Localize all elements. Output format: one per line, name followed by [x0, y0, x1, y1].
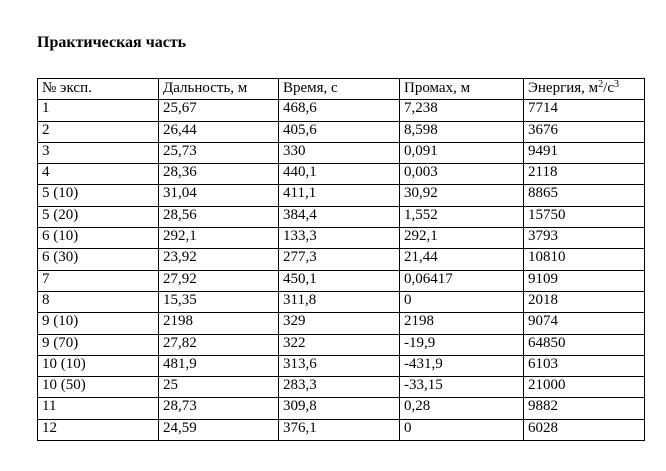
cell-energy: 6028: [524, 419, 645, 440]
cell-miss: 1,552: [400, 206, 524, 227]
table-row: [38, 100, 645, 121]
cell-time: 309,8: [279, 398, 400, 419]
results-table-body: [38, 79, 645, 441]
cell-energy: 9882: [524, 398, 645, 419]
cell-miss: 8,598: [400, 121, 524, 142]
table-row: [38, 291, 645, 312]
section-title: Практическая часть: [37, 34, 187, 51]
cell-experiment: 5 (20): [38, 206, 159, 227]
cell-distance: 27,92: [159, 270, 279, 291]
header-energy-sup1: 2: [598, 79, 604, 90]
table-header-row: [38, 79, 645, 100]
cell-experiment: 6 (30): [38, 249, 159, 270]
table-row: [38, 398, 645, 419]
table-row: [38, 419, 645, 440]
header-energy-mid: /с: [603, 80, 614, 96]
table-row: [38, 334, 645, 355]
cell-time: 311,8: [279, 291, 400, 312]
header-energy: [524, 79, 645, 100]
table-row: [38, 270, 645, 291]
table-row: [38, 377, 645, 398]
cell-miss: 0: [400, 419, 524, 440]
cell-energy: 8865: [524, 185, 645, 206]
header-energy-prefix: Энергия, м: [528, 80, 599, 96]
cell-energy: 3676: [524, 121, 645, 142]
cell-experiment: 5 (10): [38, 185, 159, 206]
cell-experiment: 2: [38, 121, 159, 142]
cell-energy: 7714: [524, 100, 645, 121]
cell-time: 468,6: [279, 100, 400, 121]
cell-experiment: 12: [38, 419, 159, 440]
cell-experiment: 9 (10): [38, 313, 159, 334]
cell-energy: 9074: [524, 313, 645, 334]
cell-distance: 24,59: [159, 419, 279, 440]
cell-time: 313,6: [279, 355, 400, 376]
cell-energy: 9109: [524, 270, 645, 291]
cell-miss: -19,9: [400, 334, 524, 355]
results-table: [37, 78, 645, 441]
cell-miss: 2198: [400, 313, 524, 334]
header-miss: Промах, м: [400, 79, 524, 100]
cell-miss: 7,238: [400, 100, 524, 121]
cell-time: 384,4: [279, 206, 400, 227]
cell-miss: 30,92: [400, 185, 524, 206]
cell-experiment: 1: [38, 100, 159, 121]
cell-miss: 21,44: [400, 249, 524, 270]
cell-experiment: 4: [38, 164, 159, 185]
cell-time: 376,1: [279, 419, 400, 440]
cell-distance: 26,44: [159, 121, 279, 142]
cell-time: 330: [279, 142, 400, 163]
cell-distance: 27,82: [159, 334, 279, 355]
cell-experiment: 8: [38, 291, 159, 312]
cell-energy: 6103: [524, 355, 645, 376]
table-row: [38, 355, 645, 376]
cell-time: 440,1: [279, 164, 400, 185]
table-row: [38, 164, 645, 185]
cell-time: 322: [279, 334, 400, 355]
cell-time: 405,6: [279, 121, 400, 142]
cell-energy: 64850: [524, 334, 645, 355]
cell-miss: -431,9: [400, 355, 524, 376]
cell-time: 450,1: [279, 270, 400, 291]
cell-energy: 9491: [524, 142, 645, 163]
cell-distance: 292,1: [159, 228, 279, 249]
cell-miss: 0,003: [400, 164, 524, 185]
table-row: [38, 228, 645, 249]
cell-miss: 0,091: [400, 142, 524, 163]
cell-distance: 28,36: [159, 164, 279, 185]
cell-miss: 0: [400, 291, 524, 312]
cell-distance: 31,04: [159, 185, 279, 206]
table-row: [38, 206, 645, 227]
cell-time: 283,3: [279, 377, 400, 398]
table-row: [38, 185, 645, 206]
cell-energy: 3793: [524, 228, 645, 249]
header-energy-sup2: 3: [614, 79, 619, 90]
cell-energy: 15750: [524, 206, 645, 227]
table-row: [38, 249, 645, 270]
cell-distance: 25,67: [159, 100, 279, 121]
cell-miss: -33,15: [400, 377, 524, 398]
table-row: [38, 121, 645, 142]
cell-experiment: 10 (50): [38, 377, 159, 398]
cell-experiment: 9 (70): [38, 334, 159, 355]
table-row: [38, 313, 645, 334]
cell-energy: 2018: [524, 291, 645, 312]
cell-time: 277,3: [279, 249, 400, 270]
cell-experiment: 10 (10): [38, 355, 159, 376]
cell-time: 133,3: [279, 228, 400, 249]
cell-distance: 481,9: [159, 355, 279, 376]
cell-distance: 25,73: [159, 142, 279, 163]
header-time: Время, с: [279, 79, 400, 100]
header-experiment: № эксп.: [38, 79, 159, 100]
cell-experiment: 6 (10): [38, 228, 159, 249]
cell-miss: 0,06417: [400, 270, 524, 291]
cell-energy: 2118: [524, 164, 645, 185]
cell-distance: 28,73: [159, 398, 279, 419]
cell-experiment: 7: [38, 270, 159, 291]
cell-experiment: 11: [38, 398, 159, 419]
cell-miss: 292,1: [400, 228, 524, 249]
cell-energy: 21000: [524, 377, 645, 398]
cell-miss: 0,28: [400, 398, 524, 419]
cell-distance: 28,56: [159, 206, 279, 227]
cell-distance: 15,35: [159, 291, 279, 312]
cell-time: 411,1: [279, 185, 400, 206]
cell-energy: 10810: [524, 249, 645, 270]
cell-distance: 23,92: [159, 249, 279, 270]
header-distance: Дальность, м: [159, 79, 279, 100]
cell-distance: 25: [159, 377, 279, 398]
cell-distance: 2198: [159, 313, 279, 334]
cell-experiment: 3: [38, 142, 159, 163]
cell-time: 329: [279, 313, 400, 334]
table-row: [38, 142, 645, 163]
